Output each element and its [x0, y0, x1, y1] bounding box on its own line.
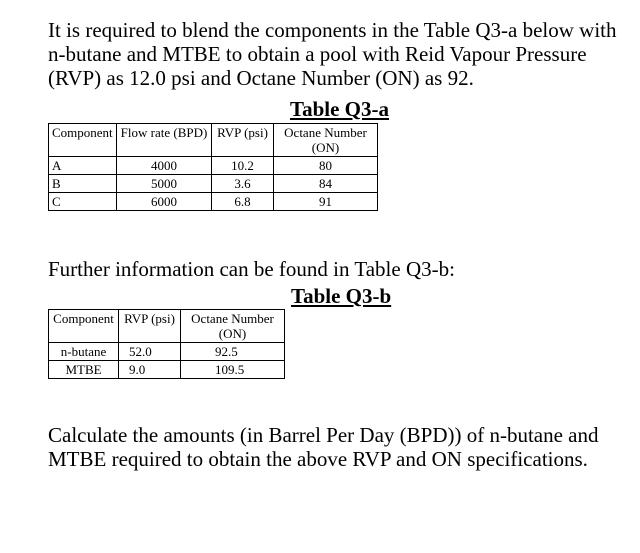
cell-flow-rate: 5000	[117, 175, 212, 193]
table-q3a	[48, 123, 378, 211]
cell-rvp: 52.0	[119, 343, 181, 361]
cell-component: A	[49, 157, 117, 175]
header-rvp: RVP (psi)	[212, 124, 274, 157]
table-row	[49, 361, 285, 379]
cell-octane: 109.5	[181, 361, 285, 379]
further-info-paragraph: Further information can be found in Table Q3-b:	[48, 257, 455, 281]
table-q3b	[48, 309, 285, 379]
header-flow-rate: Flow rate (BPD)	[117, 124, 212, 157]
cell-octane: 92.5	[181, 343, 285, 361]
header-component: Component	[49, 124, 117, 157]
table-row	[49, 157, 378, 175]
cell-rvp: 6.8	[212, 193, 274, 211]
table-q3b-caption: Table Q3-b	[291, 284, 392, 308]
table-row	[49, 343, 285, 361]
cell-rvp: 3.6	[212, 175, 274, 193]
cell-flow-rate: 4000	[117, 157, 212, 175]
header-octane: Octane Number (ON)	[181, 310, 285, 343]
header-octane: Octane Number (ON)	[274, 124, 378, 157]
header-component: Component	[49, 310, 119, 343]
cell-flow-rate: 6000	[117, 193, 212, 211]
header-rvp: RVP (psi)	[119, 310, 181, 343]
table-row	[49, 175, 378, 193]
question-paragraph: Calculate the amounts (in Barrel Per Day (BPD)) of n-butane and MTBE required to obtain the above RVP and ON specifications.	[48, 423, 599, 471]
table-row	[49, 193, 378, 211]
cell-octane: 91	[274, 193, 378, 211]
table-header-row	[49, 310, 285, 343]
intro-paragraph: It is required to blend the components in the Table Q3-a below with n-butane and MTBE to obtain a pool with Reid Vapour Pressure (RVP) as 12.0 psi and Octane Number (ON) as 92.	[48, 18, 617, 90]
cell-component: B	[49, 175, 117, 193]
cell-component: C	[49, 193, 117, 211]
cell-component: n-butane	[49, 343, 119, 361]
cell-component: MTBE	[49, 361, 119, 379]
cell-octane: 80	[274, 157, 378, 175]
cell-rvp: 9.0	[119, 361, 181, 379]
table-header-row	[49, 124, 378, 157]
table-q3a-caption: Table Q3-a	[290, 97, 389, 121]
cell-octane: 84	[274, 175, 378, 193]
cell-rvp: 10.2	[212, 157, 274, 175]
